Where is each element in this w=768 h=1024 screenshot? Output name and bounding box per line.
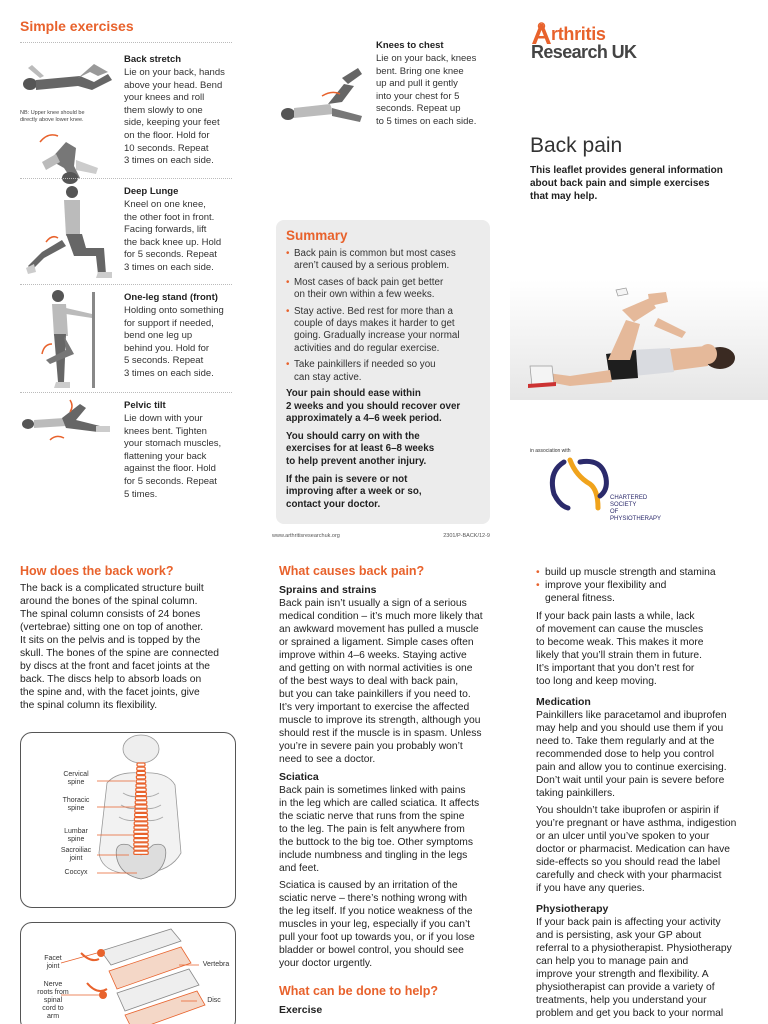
vertebra-mark: [135, 805, 147, 808]
brand-logo: [530, 20, 690, 66]
summary-key-point: Your pain should ease within 2 weeks and you should recover over approximately a 4–6 week period.: [286, 388, 461, 425]
exercise-title: Deep Lunge: [124, 186, 179, 197]
summary-item: • Stay active. Bed rest for more than a couple of days makes it harder to get going. Gradually increase your normal activities and do regular exercise.: [286, 306, 480, 356]
assoc-label: in association with: [530, 448, 571, 454]
vertebra-mark: [137, 763, 145, 766]
physiotherapy-subheading: Physiotherapy: [536, 903, 609, 915]
how-back-works-body: The back is a complicated structure built around the bones of the spinal column. The spinal column consists of 24 bones (vertebrae) sitting one on top of another. It sits on the pelvis and is topped by the skull. The bones of the spine are connected by discs at the front and facet joints at the back. The discs help to absorb loads on the spine and, with the facet joints, give the spinal column its flexibility.: [20, 583, 220, 711]
exercise-title: Back stretch: [124, 54, 182, 65]
label-facet-joint: Facet joint: [44, 955, 62, 970]
exercise-pelvic-tilt: [124, 400, 236, 501]
panel-cover: [510, 18, 768, 538]
summary-item: • Take painkillers if needed so you can stay active.: [286, 359, 480, 384]
csp-name: CHARTERED SOCIETY OF PHYSIOTHERAPY: [610, 495, 662, 522]
exercise-body: Lie on your back, hands above your head. Bend your knees and roll them slowly to one side, keeping your feet on the floor. Hold for 10 seconds. Repeat 3 times on each side.: [124, 67, 225, 167]
footer-url: www.arthritisresearchuk.org: [272, 533, 340, 539]
vertebra-mark: [136, 780, 146, 783]
divider: [20, 178, 232, 179]
leaflet-intro: This leaflet provides general information about back pain and simple exercises that may help.: [530, 165, 723, 202]
summary-heading: Summary: [286, 228, 348, 243]
brand-name-bottom: Research UK: [531, 42, 637, 62]
label-cervical-spine: Cervical spine: [63, 771, 89, 786]
sprains-subheading: Sprains and strains: [279, 584, 377, 596]
vertebra-detail-diagram: [20, 922, 236, 1024]
exercise-title: Pelvic tilt: [124, 400, 166, 411]
vertebra-mark: [134, 822, 148, 825]
csp-logo-icon: [546, 456, 616, 512]
vertebra-mark: [137, 771, 146, 774]
medication-subheading: Medication: [536, 696, 591, 708]
medication-body: Painkillers like paracetamol and ibuprofen may help and you should use them if you need to. Take them regularly and at the recommended dose to help you control pain and allow you to continue exercising. Don’t wait until your pain is severe before taking painkillers.: [536, 710, 727, 799]
pelvic-tilt-figure: [20, 394, 120, 444]
exercise-deep-lunge: [124, 186, 236, 275]
what-can-be-done-heading: What can be done to help?: [279, 984, 439, 998]
skeleton-illustration: [21, 733, 236, 908]
summary-key-point: If the pain is severe or not improving after a week or so, contact your doctor.: [286, 473, 422, 510]
spine-diagram: [20, 732, 236, 908]
section-how-back-works: [20, 564, 250, 1024]
vertebra-mark: [134, 839, 148, 842]
summary-item: • Back pain is common but most cases aren’t caused by a serious problem.: [286, 248, 480, 273]
exercise-title: Knees to chest: [376, 40, 444, 51]
label-vertebra: Vertebra: [202, 961, 230, 968]
sciatica-subheading: Sciatica: [279, 771, 319, 783]
medication-body-2: You shouldn’t take ibuprofen or aspirin if you’re pregnant or have asthma, indigestion or an ulcer until you’ve spoken to your doctor or pharmacist. Medication can have side-effects so you should read the label carefully and check with your pharmacist if you have any queries.: [536, 805, 737, 894]
section-treatments: [536, 566, 764, 1024]
how-back-works-heading: How does the back work?: [20, 564, 174, 578]
divider: [20, 392, 232, 393]
footer-code: 2301/P-BACK/12-9: [443, 533, 490, 539]
exercise-body: Kneel on one knee, the other foot in front. Facing forwards, lift the back knee up. Hold for 5 seconds. Repeat 3 times on each side.: [124, 199, 222, 273]
vertebra-mark: [134, 818, 147, 821]
vertebra-mark: [136, 788, 146, 791]
simple-exercises-heading: Simple exercises: [20, 18, 134, 34]
physiotherapy-body: If your back pain is affecting your activity and is persisting, ask your GP about referral to a physiotherapist. Physiotherapy can help you to manage pain and improve your strength and flexibility. A physiotherapist can provide a variety of treatments, help you understand your problem and get you back to your normal: [536, 917, 732, 1019]
woman-stretching-photo: [510, 280, 768, 400]
vertebra-mark: [134, 834, 148, 837]
sciatica-body: Back pain is sometimes linked with pains in the leg which are called sciatica. It affects the sciatic nerve that runs from the spine to the leg. The pain is felt anywhere from the buttock to the big toe. Other symptoms include numbness and tingling in the legs and feet.: [279, 785, 480, 874]
panel-middle: [272, 30, 492, 545]
vertebra-mark: [135, 809, 147, 812]
bullet-item: • improve your flexibility and general fitness.: [536, 579, 764, 605]
label-nerve-roots: Nerve roots from spinal cord to arm: [37, 981, 69, 1020]
exercise-body: Lie down with your knees bent. Tighten your stomach muscles, flattening your back against the floor. Hold for 5 seconds. Repeat 5 times.: [124, 413, 222, 500]
summary-box: [276, 220, 490, 524]
deep-lunge-figure: [24, 184, 124, 284]
bullet-item: • build up muscle strength and stamina: [536, 566, 764, 579]
exercise-body: Lie on your back, knees bent. Bring one knee up and pull it gently into your chest for 5 seconds. Repeat up to 5 times on each side.: [376, 53, 477, 127]
knees-to-chest-figure: [272, 48, 372, 138]
vertebra-mark: [134, 826, 148, 829]
label-thoracic-spine: Thoracic spine: [62, 797, 90, 812]
exercise-subheading: Exercise: [279, 1004, 323, 1016]
upper-knee-note: NB: Upper knee should be directly above lower knee.: [20, 110, 85, 123]
sciatica-body-2: Sciatica is caused by an irritation of the sciatic nerve – there’s nothing wrong with the leg itself. If you notice weakness of the muscles in your leg, especially if you can’t pull your foot up towards you, or if you lose bladder or bowel control, you should see your doctor urgently.: [279, 880, 475, 969]
exercise-title: One-leg stand (front): [124, 292, 218, 303]
divider: [20, 42, 232, 43]
section-causes: [279, 564, 507, 1024]
one-leg-stand-figure: [30, 284, 110, 394]
exercise-back-stretch: [124, 54, 236, 168]
exercise-one-leg-stand: [124, 292, 236, 381]
vertebra-mark: [134, 847, 148, 850]
exercise-body: Holding onto something for support if needed, bend one leg up behind you. Hold for 5 seconds. Repeat 3 times on each side.: [124, 305, 224, 379]
vertebra-mark: [135, 797, 146, 800]
vertebra-mark: [134, 830, 148, 833]
label-disc: Disc: [207, 997, 221, 1004]
causes-heading: What causes back pain?: [279, 564, 425, 578]
brand-name-top: rthritis: [551, 24, 606, 44]
vertebra-mark: [135, 801, 147, 804]
label-lumbar-spine: Lumbar spine: [64, 828, 88, 843]
vertebra-mark: [134, 843, 148, 846]
exercise-knees-to-chest: [376, 40, 490, 129]
vertebra-mark: [134, 851, 148, 854]
vertebra-mark: [136, 784, 146, 787]
summary-key-point: You should carry on with the exercises for at least 6–8 weeks to help prevent another injury.: [286, 430, 435, 468]
summary-item: • Most cases of back pain get better on their own within a few weeks.: [286, 277, 480, 302]
vertebra-mark: [135, 813, 148, 816]
vertebra-mark: [136, 776, 145, 779]
sprains-body: Back pain isn’t usually a sign of a serious medical condition – it’s much more likely that an awkward movement has pulled a muscle or sprained a ligament. Simple cases often improve within 4–6 weeks. Staying active and getting on with normal activities is one of the best ways to deal with back pain, but you can take painkillers if you need to. It’s very important to exercise the affected muscle to improve its strength, although you should rest if the muscle is in spasm. Unless you’re in severe pain you probably won’t need to see a doctor.: [279, 598, 483, 765]
inactivity-body: If your back pain lasts a while, lack of movement can cause the muscles to become weak. This makes it more likely that you’ll strain them in future. It’s important that you don’t rest for too long and keep moving.: [536, 611, 704, 687]
vertebra-mark: [137, 767, 145, 770]
vertebra-mark: [136, 792, 147, 795]
label-sacroiliac-joint: Sacroiliac joint: [60, 847, 92, 862]
label-coccyx: Coccyx: [64, 869, 88, 876]
panel-simple-exercises: [20, 14, 235, 534]
leaflet-title: Back pain: [530, 134, 623, 157]
